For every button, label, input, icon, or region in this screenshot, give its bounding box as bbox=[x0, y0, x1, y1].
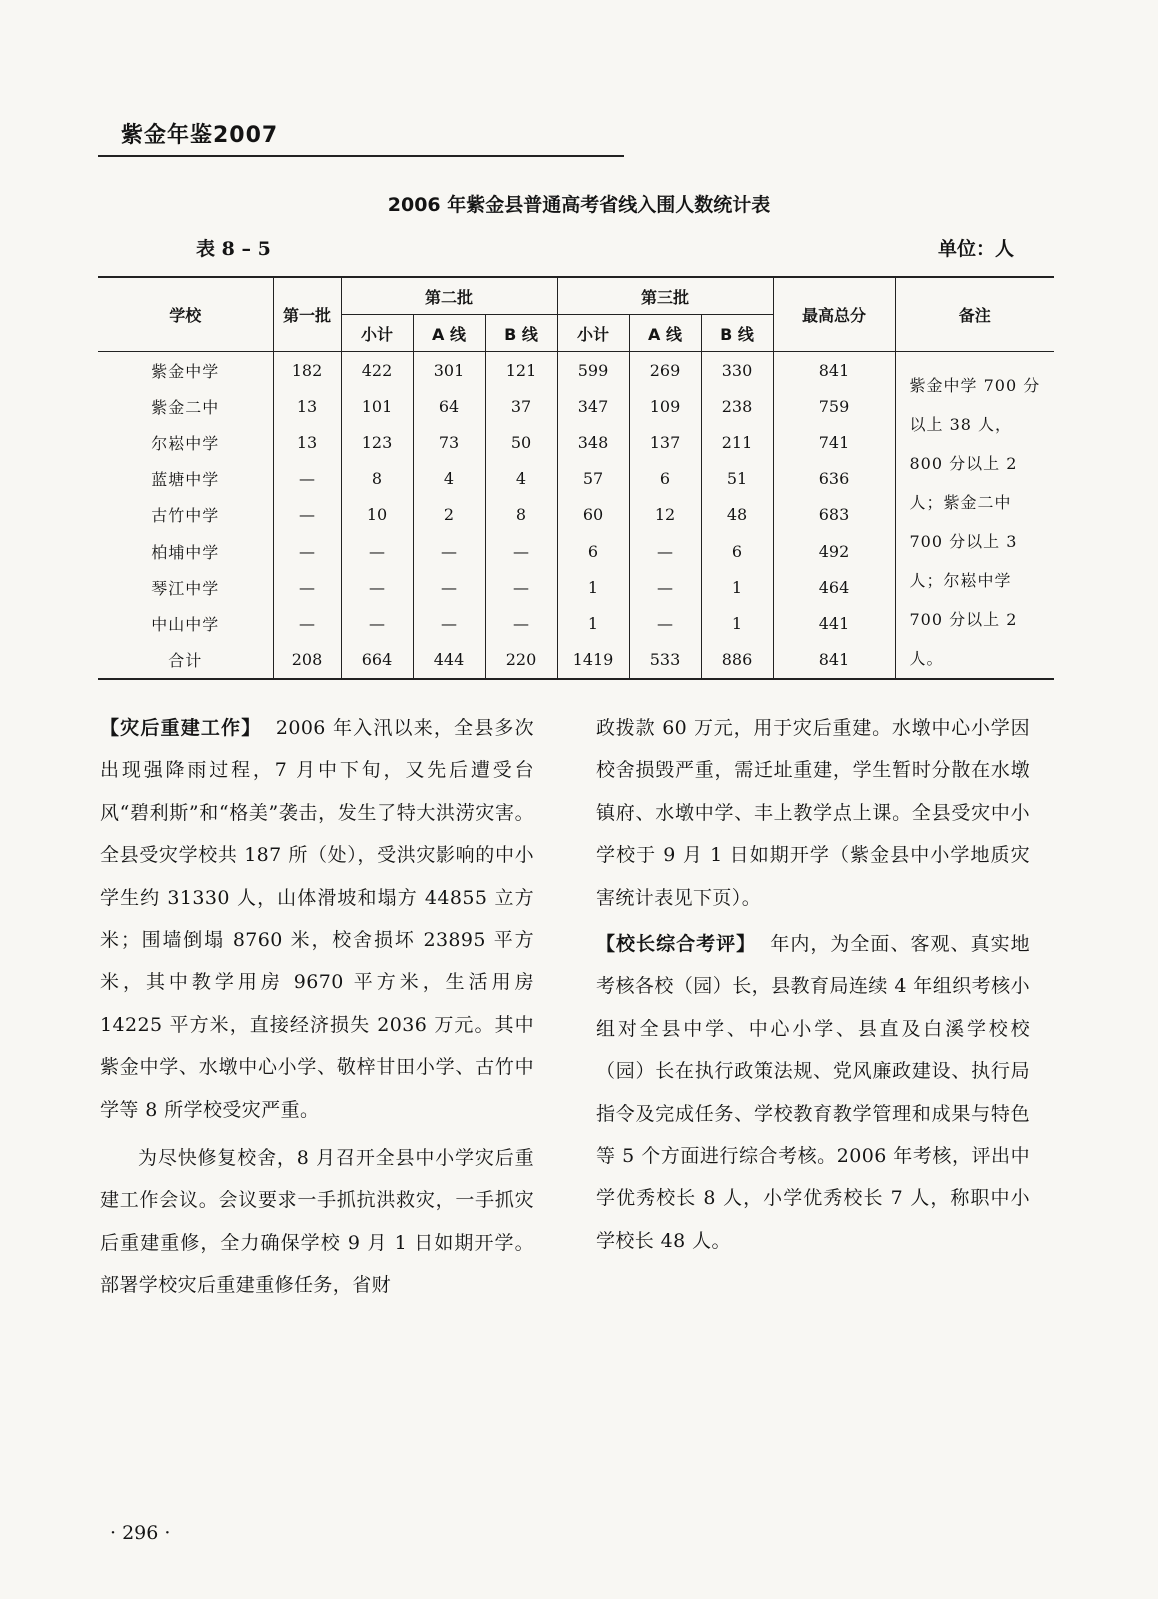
cell-batch2-b: 220 bbox=[485, 642, 557, 679]
cell-batch2-b: — bbox=[485, 533, 557, 569]
header-max-score: 最高总分 bbox=[773, 277, 895, 352]
cell-batch2-a: 2 bbox=[413, 497, 485, 533]
cell-batch1: — bbox=[273, 461, 341, 497]
cell-batch3-b: 51 bbox=[701, 461, 773, 497]
book-title: 紫金年鉴2007 bbox=[121, 123, 279, 148]
cell-batch3-subtotal: 347 bbox=[557, 388, 629, 424]
paragraph-text: 2006 年入汛以来，全县多次出现强降雨过程，7 月中下旬，又先后遭受台风“碧利斯”和“格美”袭击，发生了特大洪涝灾害。全县受灾学校共 187 所（处），受洪灾影响的中小学生约 31330 人，山体滑坡和塌方 44855 立方米；围墙倒塌 8760 米，校舍损坏 23895 平方米，其中教学用房 9670 平方米，生活用房 14225 平方米，直接经济损失 2036 万元。其中紫金中学、水墩中心小学、敬梓甘田小学、古竹中学等 8 所学校受灾严重。 bbox=[100, 717, 534, 1121]
header-batch2-subtotal: 小计 bbox=[341, 315, 413, 352]
paragraph-text: 年内，为全面、客观、真实地考核各校（园）长，县教育局连续 4 年组织考核小组对全县中学、中心小学、县直及白溪学校校（园）长在执行政策法规、党风廉政建设、执行局指令及完成任务、学校教育教学管理和成果与特色等 5 个方面进行综合考核。2006 年考核，评出中学优秀校长 8 人，小学优秀校长 7 人，称职中小学校长 48 人。 bbox=[596, 933, 1030, 1252]
cell-max-score: 759 bbox=[773, 388, 895, 424]
cell-max-score: 841 bbox=[773, 642, 895, 679]
cell-max-score: 441 bbox=[773, 606, 895, 642]
cell-batch2-b: 8 bbox=[485, 497, 557, 533]
cell-batch2-b: 121 bbox=[485, 352, 557, 389]
cell-batch3-b: 330 bbox=[701, 352, 773, 389]
header-batch3-a-line: A 线 bbox=[629, 315, 701, 352]
cell-batch2-subtotal: — bbox=[341, 606, 413, 642]
cell-batch3-subtotal: 1 bbox=[557, 606, 629, 642]
cell-batch3-b: 48 bbox=[701, 497, 773, 533]
cell-batch3-a: 269 bbox=[629, 352, 701, 389]
cell-batch3-b: 886 bbox=[701, 642, 773, 679]
cell-batch2-b: 37 bbox=[485, 388, 557, 424]
cell-batch2-a: 444 bbox=[413, 642, 485, 679]
cell-batch2-a: 4 bbox=[413, 461, 485, 497]
cell-batch3-a: 137 bbox=[629, 424, 701, 460]
header-remarks: 备注 bbox=[895, 277, 1054, 352]
cell-batch2-a: 301 bbox=[413, 352, 485, 389]
cell-batch3-subtotal: 348 bbox=[557, 424, 629, 460]
cell-batch1: — bbox=[273, 606, 341, 642]
paragraph: 为尽快修复校舍，8 月召开全县中小学灾后重建工作会议。会议要求一手抓抗洪救灾，一手抓灾后重建重修，全力确保学校 9 月 1 日如期开学。部署学校灾后重建重修任务，省财 bbox=[100, 1147, 534, 1297]
cell-batch2-a: — bbox=[413, 533, 485, 569]
cell-max-score: 741 bbox=[773, 424, 895, 460]
section-heading-principal-review: 【校长综合考评】 bbox=[596, 933, 757, 956]
header-batch3-subtotal: 小计 bbox=[557, 315, 629, 352]
cell-batch2-a: 64 bbox=[413, 388, 485, 424]
table-row bbox=[98, 352, 1054, 389]
cell-batch2-b: — bbox=[485, 606, 557, 642]
cell-batch1: — bbox=[273, 497, 341, 533]
cell-school: 柏埔中学 bbox=[151, 542, 220, 562]
cell-batch3-a: 533 bbox=[629, 642, 701, 679]
cell-school: 古竹中学 bbox=[151, 506, 220, 526]
article-right-column bbox=[596, 707, 1030, 1262]
cell-batch3-subtotal: 6 bbox=[557, 533, 629, 569]
cell-batch3-subtotal: 1 bbox=[557, 569, 629, 605]
header-batch2-a-line: A 线 bbox=[413, 315, 485, 352]
section-heading-reconstruction: 【灾后重建工作】 bbox=[100, 717, 262, 739]
header-batch2-b-line: B 线 bbox=[485, 315, 557, 352]
cell-batch2-subtotal: — bbox=[341, 569, 413, 605]
cell-batch2-b: 4 bbox=[485, 461, 557, 497]
cell-remarks: 紫金中学 700 分以上 38 人，800 分以上 2 人；紫金二中 700 分以上 3 人；尔崧中学 700 分以上 2 人。 bbox=[895, 352, 1054, 680]
cell-batch2-subtotal: 422 bbox=[341, 352, 413, 389]
cell-school: 尔崧中学 bbox=[151, 434, 220, 454]
header-batch3-b-line: B 线 bbox=[701, 315, 773, 352]
header-batch1: 第一批 bbox=[273, 277, 341, 352]
cell-batch2-subtotal: 8 bbox=[341, 461, 413, 497]
cell-batch2-a: — bbox=[413, 606, 485, 642]
cell-batch2-b: — bbox=[485, 569, 557, 605]
table-title: 2006 年紫金县普通高考省线入围人数统计表 bbox=[387, 194, 771, 216]
table-number: 表 8 – 5 bbox=[196, 238, 271, 260]
cell-batch2-subtotal: — bbox=[341, 533, 413, 569]
cell-school: 紫金二中 bbox=[151, 397, 220, 417]
page-number: · 296 · bbox=[110, 1522, 171, 1544]
cell-batch1: — bbox=[273, 569, 341, 605]
cell-batch3-a: — bbox=[629, 569, 701, 605]
cell-batch2-a: — bbox=[413, 569, 485, 605]
paragraph-continuation: 政拨款 60 万元，用于灾后重建。水墩中心小学因校舍损毁严重，需迁址重建，学生暂时分散在水墩镇府、水墩中学、丰上教学点上课。全县受灾中小学校于 9 月 1 日如期开学（紫金县中小学地质灾害统计表见下页）。 bbox=[596, 717, 1030, 909]
cell-max-score: 464 bbox=[773, 569, 895, 605]
cell-batch3-subtotal: 1419 bbox=[557, 642, 629, 679]
cell-school: 中山中学 bbox=[151, 615, 220, 635]
cell-batch1: 13 bbox=[273, 424, 341, 460]
cell-batch2-subtotal: 664 bbox=[341, 642, 413, 679]
paragraph bbox=[596, 923, 1030, 1262]
cell-batch1: 13 bbox=[273, 388, 341, 424]
cell-school: 蓝塘中学 bbox=[151, 470, 220, 490]
cell-batch1: 182 bbox=[273, 352, 341, 389]
cell-school: 琴江中学 bbox=[151, 578, 220, 598]
cell-batch3-b: 1 bbox=[701, 606, 773, 642]
cell-batch3-a: 12 bbox=[629, 497, 701, 533]
cell-batch2-subtotal: 123 bbox=[341, 424, 413, 460]
header-rule bbox=[98, 155, 624, 157]
cell-batch3-subtotal: 60 bbox=[557, 497, 629, 533]
cell-batch3-subtotal: 57 bbox=[557, 461, 629, 497]
cell-school: 紫金中学 bbox=[151, 361, 220, 381]
cell-school: 合计 bbox=[98, 642, 273, 679]
cell-batch2-subtotal: 10 bbox=[341, 497, 413, 533]
cell-batch3-a: — bbox=[629, 606, 701, 642]
header-batch2: 第二批 bbox=[341, 277, 557, 315]
header-school: 学校 bbox=[98, 277, 273, 352]
cell-max-score: 841 bbox=[773, 352, 895, 389]
cell-batch3-subtotal: 599 bbox=[557, 352, 629, 389]
cell-batch3-b: 211 bbox=[701, 424, 773, 460]
header-batch3: 第三批 bbox=[557, 277, 773, 315]
cell-batch3-a: — bbox=[629, 533, 701, 569]
cell-max-score: 683 bbox=[773, 497, 895, 533]
table-unit: 单位：人 bbox=[938, 238, 1015, 260]
cell-batch2-b: 50 bbox=[485, 424, 557, 460]
cell-batch3-b: 1 bbox=[701, 569, 773, 605]
cell-batch2-a: 73 bbox=[413, 424, 485, 460]
cell-batch2-subtotal: 101 bbox=[341, 388, 413, 424]
article-left-column bbox=[100, 707, 534, 1307]
admission-stats-table bbox=[98, 276, 1054, 680]
paragraph bbox=[100, 707, 534, 1131]
cell-batch1: 208 bbox=[273, 642, 341, 679]
cell-max-score: 636 bbox=[773, 461, 895, 497]
cell-batch3-a: 109 bbox=[629, 388, 701, 424]
cell-batch3-a: 6 bbox=[629, 461, 701, 497]
cell-batch1: — bbox=[273, 533, 341, 569]
cell-batch3-b: 238 bbox=[701, 388, 773, 424]
cell-max-score: 492 bbox=[773, 533, 895, 569]
cell-batch3-b: 6 bbox=[701, 533, 773, 569]
